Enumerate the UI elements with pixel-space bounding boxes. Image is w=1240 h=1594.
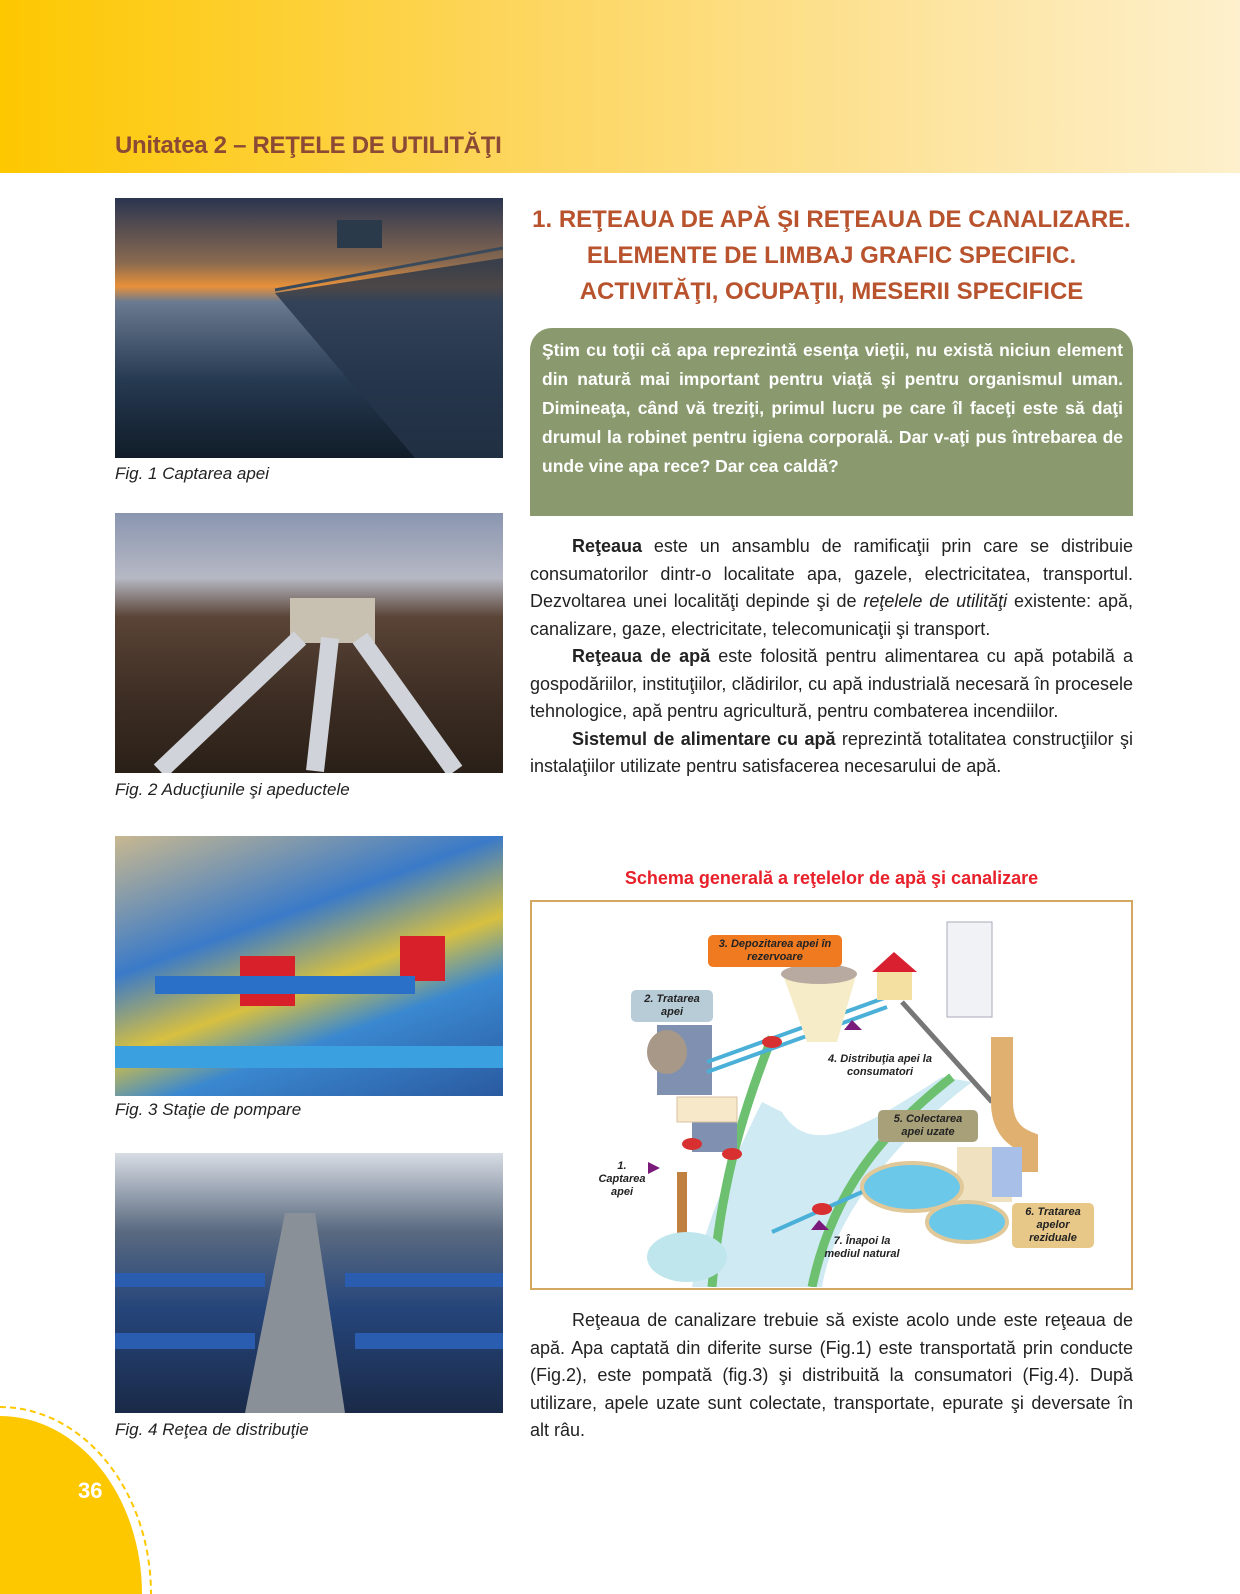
schema-title: Schema generală a reţelelor de apă şi canalizare [624, 868, 1039, 888]
photo-distribution-network [115, 1153, 503, 1413]
diagram-label-intake: 1. Captarea apei [598, 1160, 646, 1198]
heading-line: ELEMENTE DE LIMBAJ GRAFIC SPECIFIC. [586, 242, 1077, 269]
term: Reţeaua [572, 536, 643, 556]
term: Sistemul de alimentare cu apă [572, 728, 836, 749]
photo-pumping-station [115, 836, 503, 1096]
paragraph-closing: Reţeaua de canalizare trebuie să existe acolo unde este reţeaua de apă. Apa captată din diferite surse (Fig.1) este transportată prin conducte (Fig.2), este pompată (fig.3) şi distribuită la consumatori (Fig.4). După utilizare, apele uzate sunt colectate, transportate, epurate şi deversate în alt râu. [530, 1310, 1133, 1440]
intro-box: Ştim cu toţii că apa reprezintă esenţa vieţii, nu există niciun element din natură mai important pentru viaţă şi pentru organismul uman. Dimineaţa, când vă treziţi, primul lucru pe care îl faceţi este să daţi drumul la robinet pentru igiena corporală. Dar v-aţi pus întrebarea de unde vine apa rece? Dar cea caldă? [530, 328, 1133, 516]
heading-line: ACTIVITĂŢI, OCUPAŢII, MESERII SPECIFICE [579, 278, 1084, 305]
water-network-diagram [530, 900, 1133, 1290]
photo-water-intake [115, 198, 503, 458]
figure-caption: Fig. 3 Staţie de pompare [115, 1100, 302, 1119]
text: reprezintă totalitatea construcţiilor şi instalaţiilor utilizate pentru satisfacerea necesarului de apă. [530, 728, 1133, 776]
photo-aqueducts [115, 513, 503, 773]
figure-caption: Fig. 2 Aducţiunile şi apeductele [115, 780, 350, 799]
text: este folosită pentru alimentarea cu apă potabilă a gospodăriilor, instituţiilor, clădirilor, cu apă industrială necesară în procesele tehnologice, apă pentru agricultură, pentru combaterea incendiilor. [530, 646, 1133, 721]
term: Reţeaua de apă [572, 646, 711, 666]
page-corner-badge [0, 1416, 142, 1594]
diagram-label-treatment: 2. Tratarea apei [631, 990, 713, 1022]
diagram-label-storage: 3. Depozitarea apei în rezervoare [708, 935, 842, 967]
term-italic: reţelele de utilităţi [863, 591, 1008, 611]
diagram-label-distribution: 4. Distribuţia apei la consumatori [828, 1053, 932, 1078]
unit-title: Unitatea 2 – REŢELE DE UTILITĂŢI [115, 132, 502, 159]
closing-text [530, 1307, 1133, 1445]
paragraph-network [530, 533, 1133, 643]
section-heading [530, 202, 1133, 310]
diagram-label-wastewater-treatment: 6. Tratarea apelor reziduale [1012, 1203, 1094, 1248]
figure-caption: Fig. 1 Captarea apei [115, 464, 270, 483]
paragraph-supply-system [530, 726, 1133, 781]
diagram-label-collection: 5. Colectarea apei uzate [878, 1110, 978, 1142]
text: este un ansamblu de ramificaţii prin care se distribuie consumatorilor dintr-o localitate apa, gazele, electricitatea, transportul. Dezvoltarea unei localităţi depinde şi de [530, 536, 1133, 611]
paragraph-water-network [530, 643, 1133, 726]
diagram-label-return: 7. Înapoi la mediul natural [824, 1235, 900, 1260]
heading-line: 1. REŢEAUA DE APĂ ŞI REŢEAUA DE CANALIZARE. [532, 206, 1131, 233]
body-text [530, 533, 1133, 781]
page-number: 36 [78, 1478, 103, 1503]
figure-caption: Fig. 4 Reţea de distribuţie [115, 1420, 309, 1439]
text: existente: apă, canalizare, gaze, electricitate, telecomunicaţii şi transport. [530, 591, 1133, 639]
